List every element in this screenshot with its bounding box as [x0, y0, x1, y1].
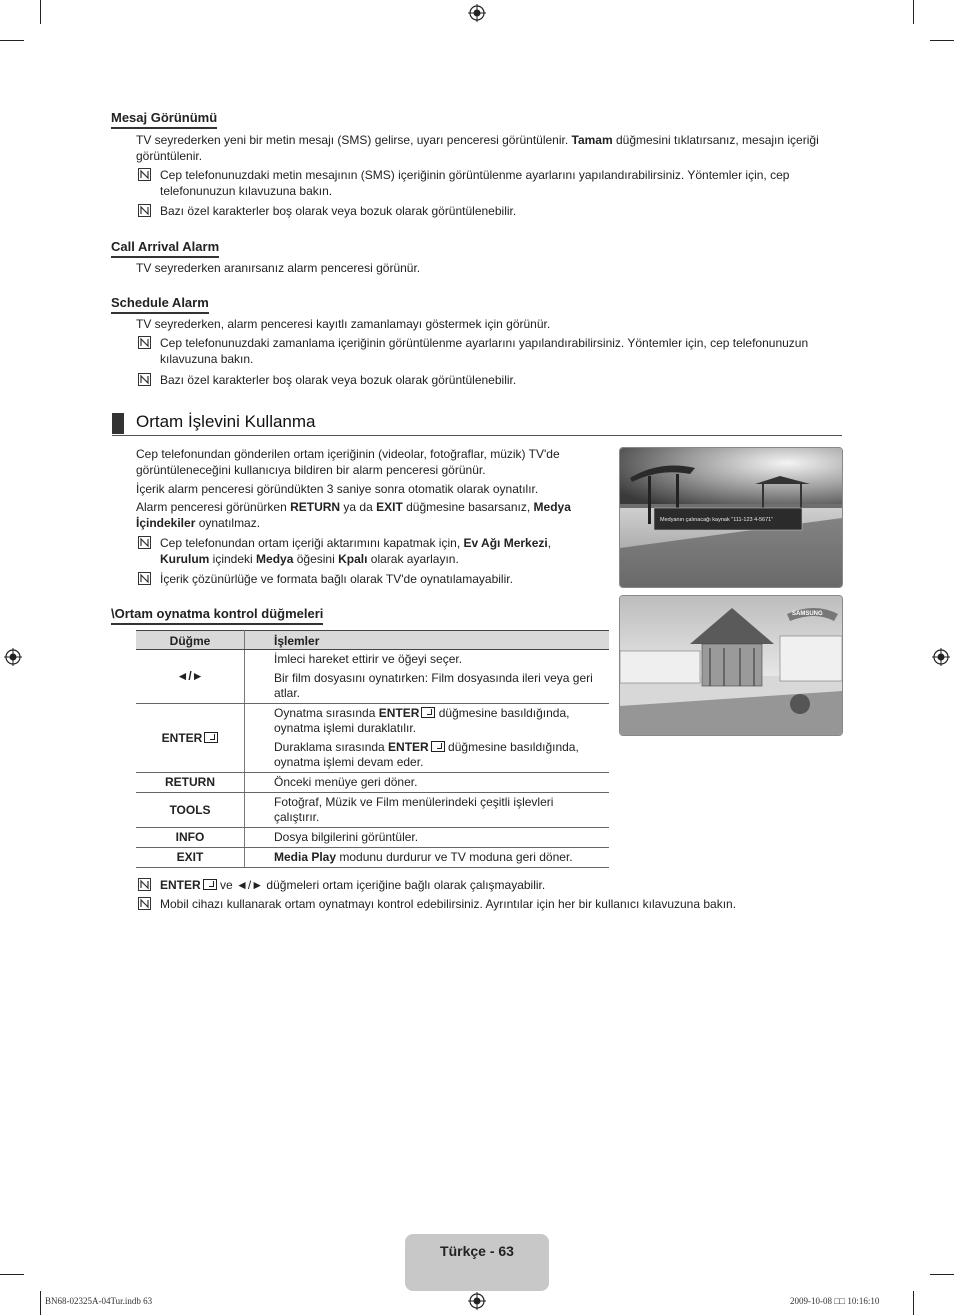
crop-mark [0, 1274, 24, 1275]
registration-mark-icon [468, 1292, 486, 1310]
beach-photo-with-alert [619, 447, 843, 588]
op-info: Dosya bilgilerini görüntüler. [245, 828, 610, 848]
call-arrival-description: TV seyrederken aranırsanız alarm penceresi görünür. [136, 261, 421, 275]
alert-popup-text: Medyanın çalınacağı kaynak "111-123 4-5671" [660, 517, 774, 523]
op-exit: Media Play modunu durdurur ve TV moduna geri döner. [245, 848, 610, 868]
crop-mark [913, 1291, 914, 1315]
key-arrows: ◄/► [136, 650, 245, 704]
registration-mark-icon [468, 4, 486, 22]
main-section-title-bar [112, 411, 842, 436]
enter-icon [204, 732, 218, 743]
enter-icon [431, 741, 445, 752]
note-item: İçerik çözünürlüğe ve formata bağlı olarak TV'de oynatılamayabilir. [136, 571, 513, 587]
column-header-button: Düğme [136, 631, 245, 650]
note-icon [138, 336, 151, 349]
table-header-row [136, 631, 609, 650]
note-icon [138, 897, 151, 910]
footer-filename: BN68-02325A-04Tur.indb 63 [45, 1296, 153, 1306]
controls-heading: \Ortam oynatma kontrol düğmeleri [111, 606, 323, 625]
controls-table [136, 630, 609, 868]
op-return: Önceki menüye geri döner. [245, 773, 610, 793]
main-section-title: Ortam İşlevini Kullanma [136, 412, 316, 431]
note-icon [138, 878, 151, 891]
note-icon [138, 373, 151, 386]
mesaj-description: TV seyrederken yeni bir metin mesajı (SMS) gelirse, uyarı penceresi görüntülenir. Tamam düğmesini tıklatırsanız, mesajın içeriği görüntülenir. [136, 133, 819, 163]
table-row [136, 650, 609, 704]
op-tools: Fotoğraf, Müzik ve Film menülerindeki çeşitli işlevleri çalıştırır. [245, 793, 610, 828]
section-heading-call-arrival: Call Arrival Alarm [111, 239, 219, 258]
op-arrows: İmleci hareket ettirir ve öğeyi seçer. Bir film dosyasını oynatırken: Film dosyasında ileri veya geri atlar. [245, 650, 610, 704]
main-return-paragraph: Alarm penceresi görünürken RETURN ya da EXIT düğmesine basarsanız, Medya İçindekiler oynatılmaz. [136, 500, 571, 530]
crop-mark [913, 0, 914, 24]
title-marker-block [112, 413, 124, 434]
crop-mark [40, 0, 41, 24]
table-row [136, 848, 609, 868]
note-icon [138, 204, 151, 217]
note-item: Cep telefonunuzdaki metin mesajının (SMS) içeriğinin görüntülenme ayarlarını yapılandırabilirsiniz. Yöntemler için, cep telefonunuzun kılavuzuna bakın. [136, 167, 789, 199]
table-row [136, 773, 609, 793]
beach-scene-image [620, 448, 842, 587]
note-item: Bazı özel karakterler boş olarak veya bozuk olarak görüntülenebilir. [136, 372, 516, 388]
page-number-tab [405, 1234, 549, 1291]
main-intro-paragraph: Cep telefonundan gönderilen ortam içeriğinin (videolar, fotoğraflar, müzik) TV'de görüntüleneceğini kullanıcıya bildiren bir alarm penceresi görünür. [136, 447, 560, 477]
crop-mark [40, 1291, 41, 1315]
samsung-logo: SAMSUNG [792, 611, 823, 617]
registration-mark-icon [932, 648, 950, 666]
note-icon [138, 536, 151, 549]
crop-mark [0, 40, 24, 41]
note-icon [138, 572, 151, 585]
section-heading-schedule: Schedule Alarm [111, 295, 209, 314]
schedule-description: TV seyrederken, alarm penceresi kayıtlı zamanlamayı göstermek için görünür. [136, 317, 551, 331]
note-item: ENTER ve ◄/► düğmeleri ortam içeriğine bağlı olarak çalışmayabilir. [136, 877, 545, 893]
note-item: Mobil cihazı kullanarak ortam oynatmayı kontrol edebilirsiniz. Ayrıntılar için her bir kullanıcı kılavuzuna bakın. [136, 896, 736, 912]
table-row [136, 793, 609, 828]
table-row [136, 828, 609, 848]
registration-mark-icon [4, 648, 22, 666]
enter-icon [203, 879, 217, 890]
column-header-operations: İşlemler [245, 631, 610, 650]
note-item: Cep telefonunuzdaki zamanlama içeriğinin görüntülenme ayarlarını yapılandırabilirsiniz. Yöntemler için, cep telefonunuzun kılavuzuna bakın. [136, 335, 808, 367]
note-item: Cep telefonundan ortam içeriği aktarımını kapatmak için, Ev Ağı Merkezi, Kurulum içindeki Medya öğesini Kpalı olarak ayarlayın. [136, 535, 551, 567]
main-autoplay-paragraph: İçerik alarm penceresi göründükten 3 saniye sonra otomatik olarak oynatılır. [136, 482, 539, 496]
enter-icon [421, 707, 435, 718]
key-exit: EXIT [136, 848, 245, 868]
note-item: Bazı özel karakterler boş olarak veya bozuk olarak görüntülenebilir. [136, 203, 516, 219]
page-number-label: Türkçe - 63 [440, 1243, 514, 1259]
gazebo-photo [619, 595, 843, 736]
crop-mark [930, 1274, 954, 1275]
gazebo-scene-image [620, 596, 842, 735]
note-icon [138, 168, 151, 181]
footer-datetime: 2009-10-08 □□ 10:16:10 [790, 1296, 880, 1306]
key-enter: ENTER [136, 704, 245, 773]
table-row [136, 704, 609, 773]
key-info: INFO [136, 828, 245, 848]
key-tools: TOOLS [136, 793, 245, 828]
op-enter: Oynatma sırasında ENTER düğmesine basıldığında, oynatma işlemi duraklatılır. Duraklama sırasında ENTER düğmesine basıldığında, oynatma işlemi devam eder. [245, 704, 610, 773]
crop-mark [930, 40, 954, 41]
key-return: RETURN [136, 773, 245, 793]
section-heading-mesaj: Mesaj Görünümü [111, 110, 217, 129]
